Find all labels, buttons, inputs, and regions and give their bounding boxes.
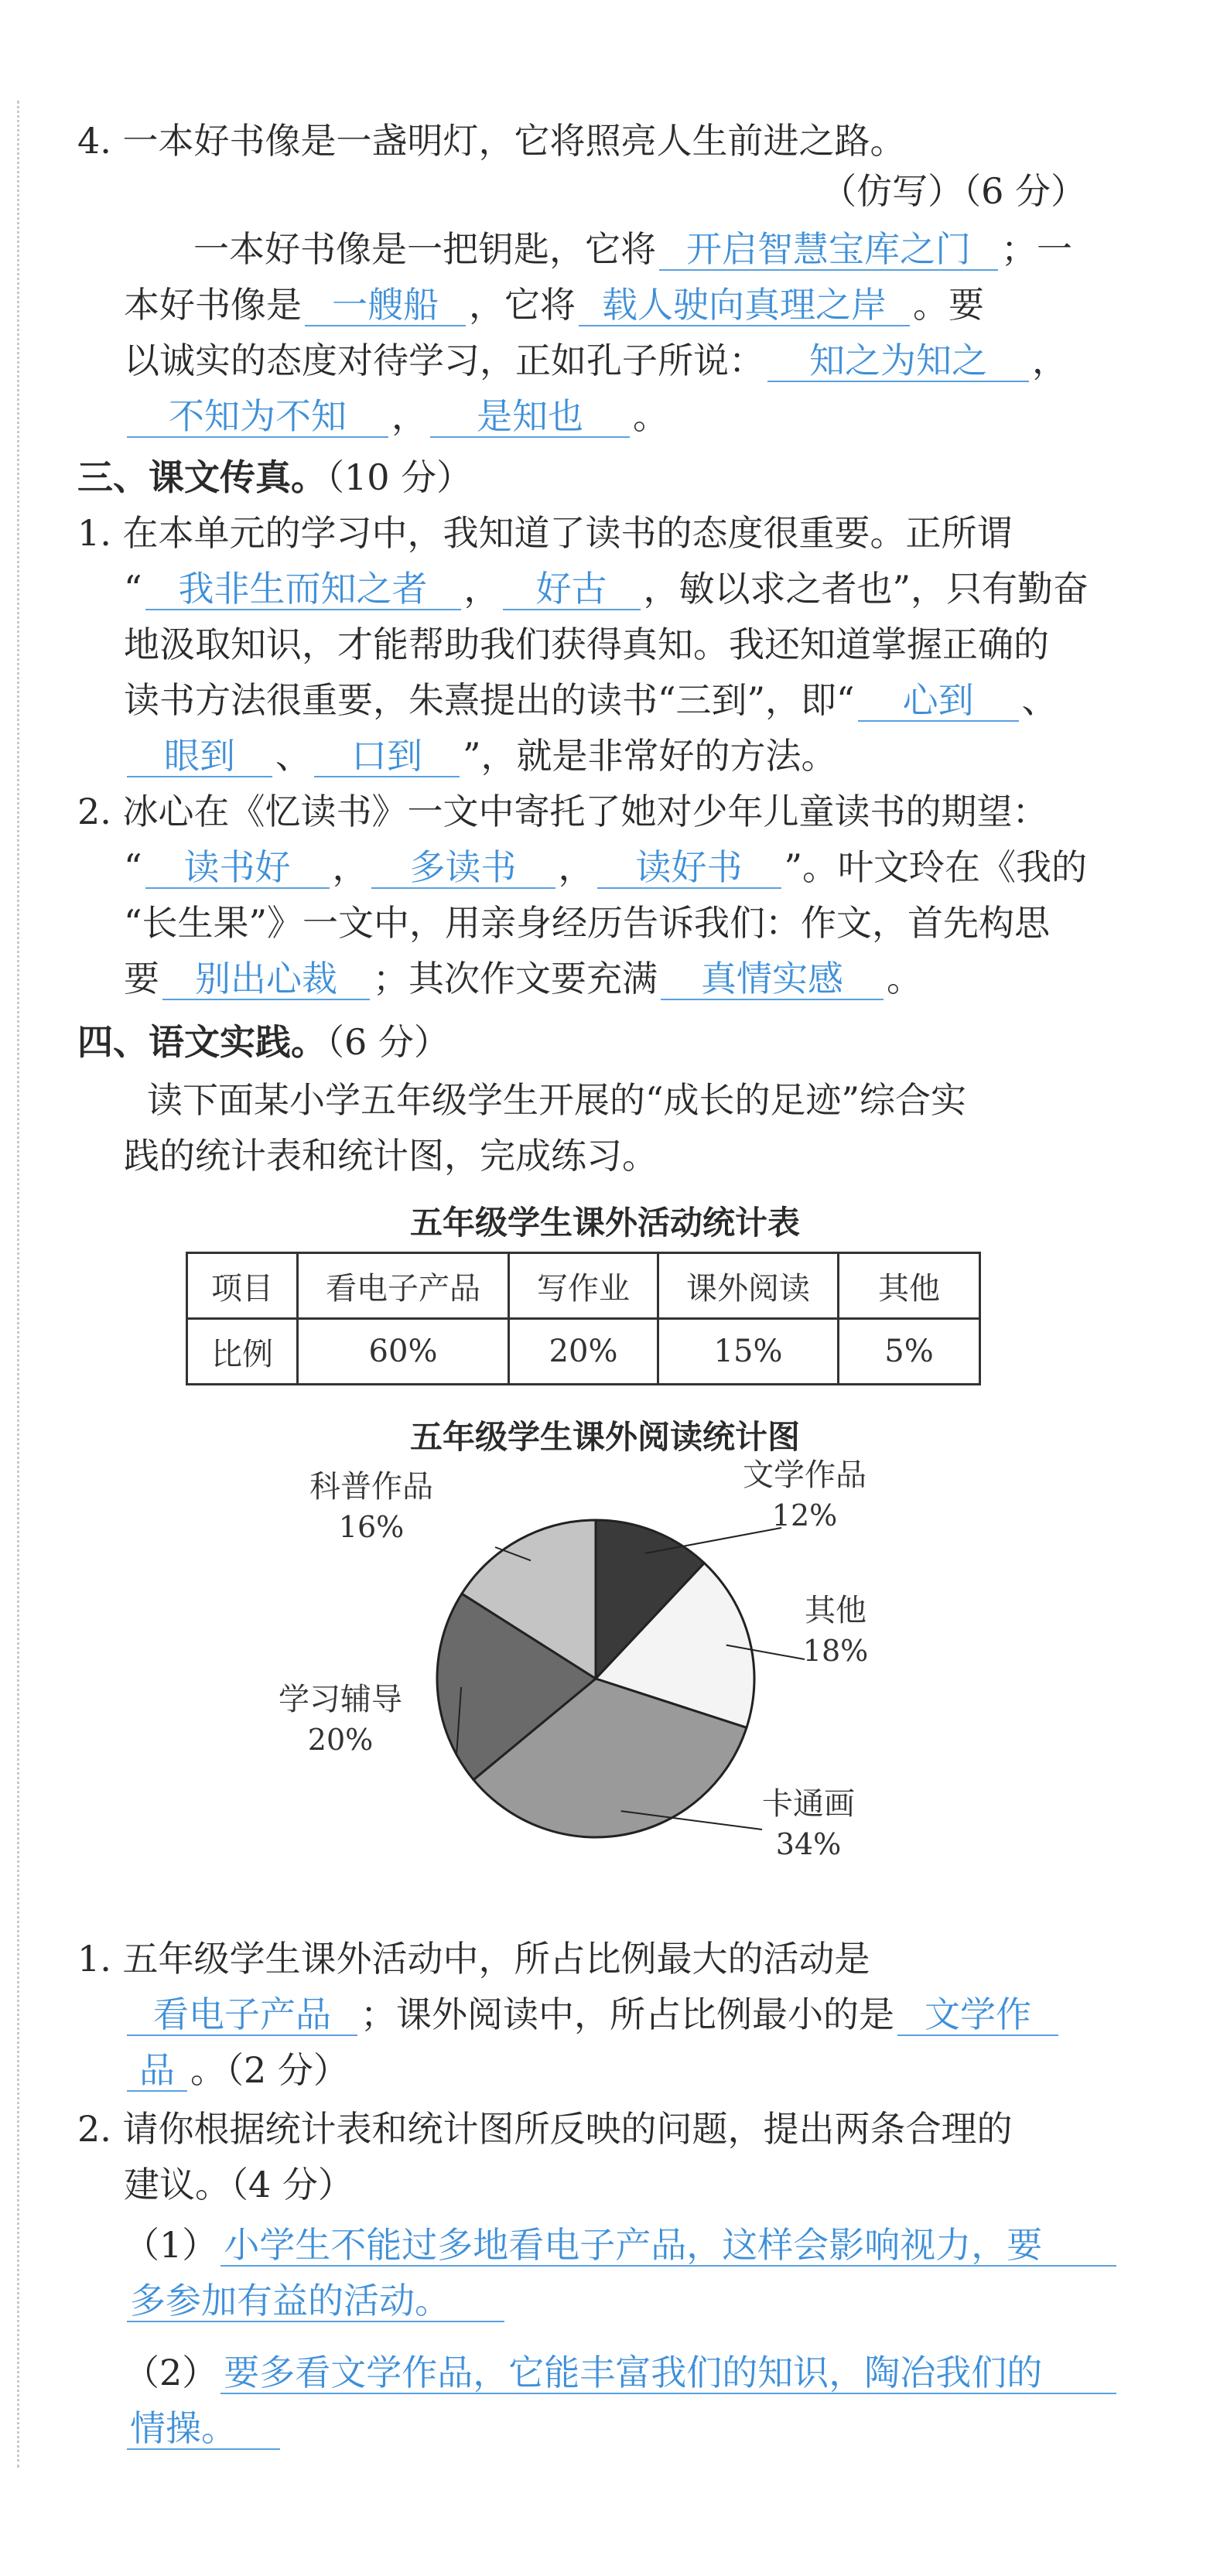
- answer-blank: 文学作: [897, 1994, 1058, 2036]
- table-title: 五年级学生课外活动统计表: [409, 1204, 800, 1242]
- answer-blank: 知之为知之: [767, 340, 1029, 382]
- sec3-q2-line4: 要 别出心裁 ；其次作文要充满 真情实感 。: [124, 958, 922, 999]
- sec4-q2-line2: 建议。（4 分）: [124, 2164, 354, 2205]
- sec3-q2-line1: 2. 冰心在《忆读书》一文中寄托了她对少年儿童读书的期望：: [77, 791, 1048, 832]
- reading-pie-chart: [0, 1454, 1210, 1934]
- table-cell: 看电子产品: [298, 1253, 509, 1319]
- answer-blank: 品: [127, 2050, 187, 2092]
- answer-blank: 一艘船: [305, 285, 466, 326]
- table-cell: 5%: [839, 1319, 980, 1385]
- sec3-q1-line1: 1. 在本单元的学习中，我知道了读书的态度很重要。正所谓: [77, 512, 1013, 554]
- pie-label: 卡通画: [762, 1786, 855, 1822]
- sec3-q1-line3: 地汲取知识，才能帮助我们获得真知。我还知道掌握正确的: [124, 624, 1049, 665]
- sec3-q1-line2: “ 我非生而知之者 ， 好古 ，敏以求之者也”，只有勤奋: [124, 568, 1089, 610]
- sec4-q1-line3: 品 。（2 分）: [124, 2045, 349, 2095]
- answer-blank: 载人驶向真理之岸: [579, 285, 910, 326]
- pie-value-label: 20%: [307, 1723, 374, 1757]
- answer-blank: 眼到: [127, 736, 272, 777]
- activity-stats-table: [186, 1252, 981, 1385]
- answer-blank: 读书好: [145, 847, 330, 889]
- table-cell: 写作业: [509, 1253, 658, 1319]
- answer-blank: 看电子产品: [127, 1994, 357, 2036]
- sec4-s2-line2: [124, 2403, 283, 2453]
- table-header-row: [187, 1253, 980, 1319]
- sec3-q2-line3: “长生果”》一文中，用亲身经历告诉我们：作文，首先构思: [124, 902, 1051, 944]
- pie-chart-svg: [0, 1454, 1210, 1934]
- q4-tag: （仿写）（6 分）: [821, 170, 1086, 212]
- pie-value-label: 34%: [775, 1827, 842, 1861]
- q4-line4: 以诚实的态度对待学习，正如孔子所说： 知之为知之 ，: [124, 340, 1068, 381]
- table-cell: 课外阅读: [658, 1253, 839, 1319]
- answer-blank: 好古: [503, 569, 641, 610]
- margin-dotted-rule: [17, 101, 19, 2468]
- q4-line5: 不知为不知 ， 是知也 。: [124, 391, 668, 441]
- answer-blank: 是知也: [430, 396, 630, 438]
- section4-heading: 四、语文实践。（6 分）: [77, 1021, 449, 1063]
- answer-blank: 别出心裁: [162, 958, 370, 1000]
- q4-line2: 一本好书像是一把钥匙，它将 开启智慧宝库之门 ；一: [193, 228, 1072, 270]
- sec4-s1-line1: （1） 小学生不能过多地看电子产品，这样会影响视力，要: [124, 2220, 1119, 2270]
- answer-blank: 多读书: [371, 847, 555, 889]
- sec3-q2-line2: “ 读书好 ， 多读书 ， 读好书 ”。叶文玲在《我的: [124, 846, 1088, 888]
- table-cell: 项目: [187, 1253, 298, 1319]
- section3-heading: 三、课文传真。（10 分）: [77, 456, 473, 498]
- answer-blank: 要多看文学作品，它能丰富我们的知识，陶冶我们的: [220, 2352, 1116, 2394]
- table-row: [187, 1319, 980, 1385]
- sec4-q1-line1: 1. 五年级学生课外活动中，所占比例最大的活动是: [77, 1938, 870, 1980]
- q4-line1: 4. 一本好书像是一盏明灯，它将照亮人生前进之路。: [77, 120, 906, 162]
- answer-blank: 心到: [858, 680, 1019, 722]
- sec4-q2-line1: 2. 请你根据统计表和统计图所反映的问题，提出两条合理的: [77, 2108, 1013, 2150]
- pie-value-label: 18%: [802, 1634, 869, 1668]
- answer-blank: 口到: [314, 736, 460, 777]
- answer-blank: 开启智慧宝库之门: [659, 229, 998, 271]
- answer-blank: 小学生不能过多地看电子产品，这样会影响视力，要: [220, 2225, 1116, 2267]
- pie-label: 学习辅导: [279, 1682, 402, 1717]
- sec3-q1-line5: 眼到 、 口到 ”，就是非常好的方法。: [124, 731, 837, 781]
- answer-blank: 情操。: [127, 2408, 280, 2450]
- sec4-s1-line2: [124, 2276, 508, 2325]
- sec4-q1-line2: 看电子产品 ；课外阅读中，所占比例最小的是 文学作: [124, 1990, 1061, 2039]
- chart-title: 五年级学生课外阅读统计图: [409, 1418, 800, 1456]
- answer-blank: 不知为不知: [127, 396, 388, 438]
- answer-blank: 读好书: [597, 847, 781, 889]
- answer-blank: 多参加有益的活动。: [127, 2280, 504, 2322]
- table-cell: 20%: [509, 1319, 658, 1385]
- sec4-intro2: 践的统计表和统计图，完成练习。: [124, 1135, 658, 1177]
- pie-label: 科普作品: [309, 1469, 433, 1505]
- sec4-intro1: 读下面某小学五年级学生开展的“成长的足迹”综合实: [147, 1079, 967, 1121]
- pie-label: 其他: [805, 1593, 866, 1628]
- sec3-q1-line4: 读书方法很重要，朱熹提出的读书“三到”，即“ 心到 、: [124, 679, 1058, 721]
- sec4-s2-line1: （2） 要多看文学作品，它能丰富我们的知识，陶冶我们的: [124, 2348, 1119, 2397]
- pie-value-label: 16%: [338, 1510, 405, 1544]
- table-cell: 15%: [658, 1319, 839, 1385]
- answer-blank: 我非生而知之者: [145, 569, 461, 610]
- answer-blank: 真情实感: [661, 958, 884, 1000]
- pie-label: 文学作品: [743, 1457, 866, 1493]
- pie-value-label: 12%: [771, 1498, 838, 1532]
- table-cell: 其他: [839, 1253, 980, 1319]
- q4-line3: 本好书像是 一艘船 ，它将 载人驶向真理之岸 。要: [124, 284, 984, 326]
- table-cell: 比例: [187, 1319, 298, 1385]
- table-cell: 60%: [298, 1319, 509, 1385]
